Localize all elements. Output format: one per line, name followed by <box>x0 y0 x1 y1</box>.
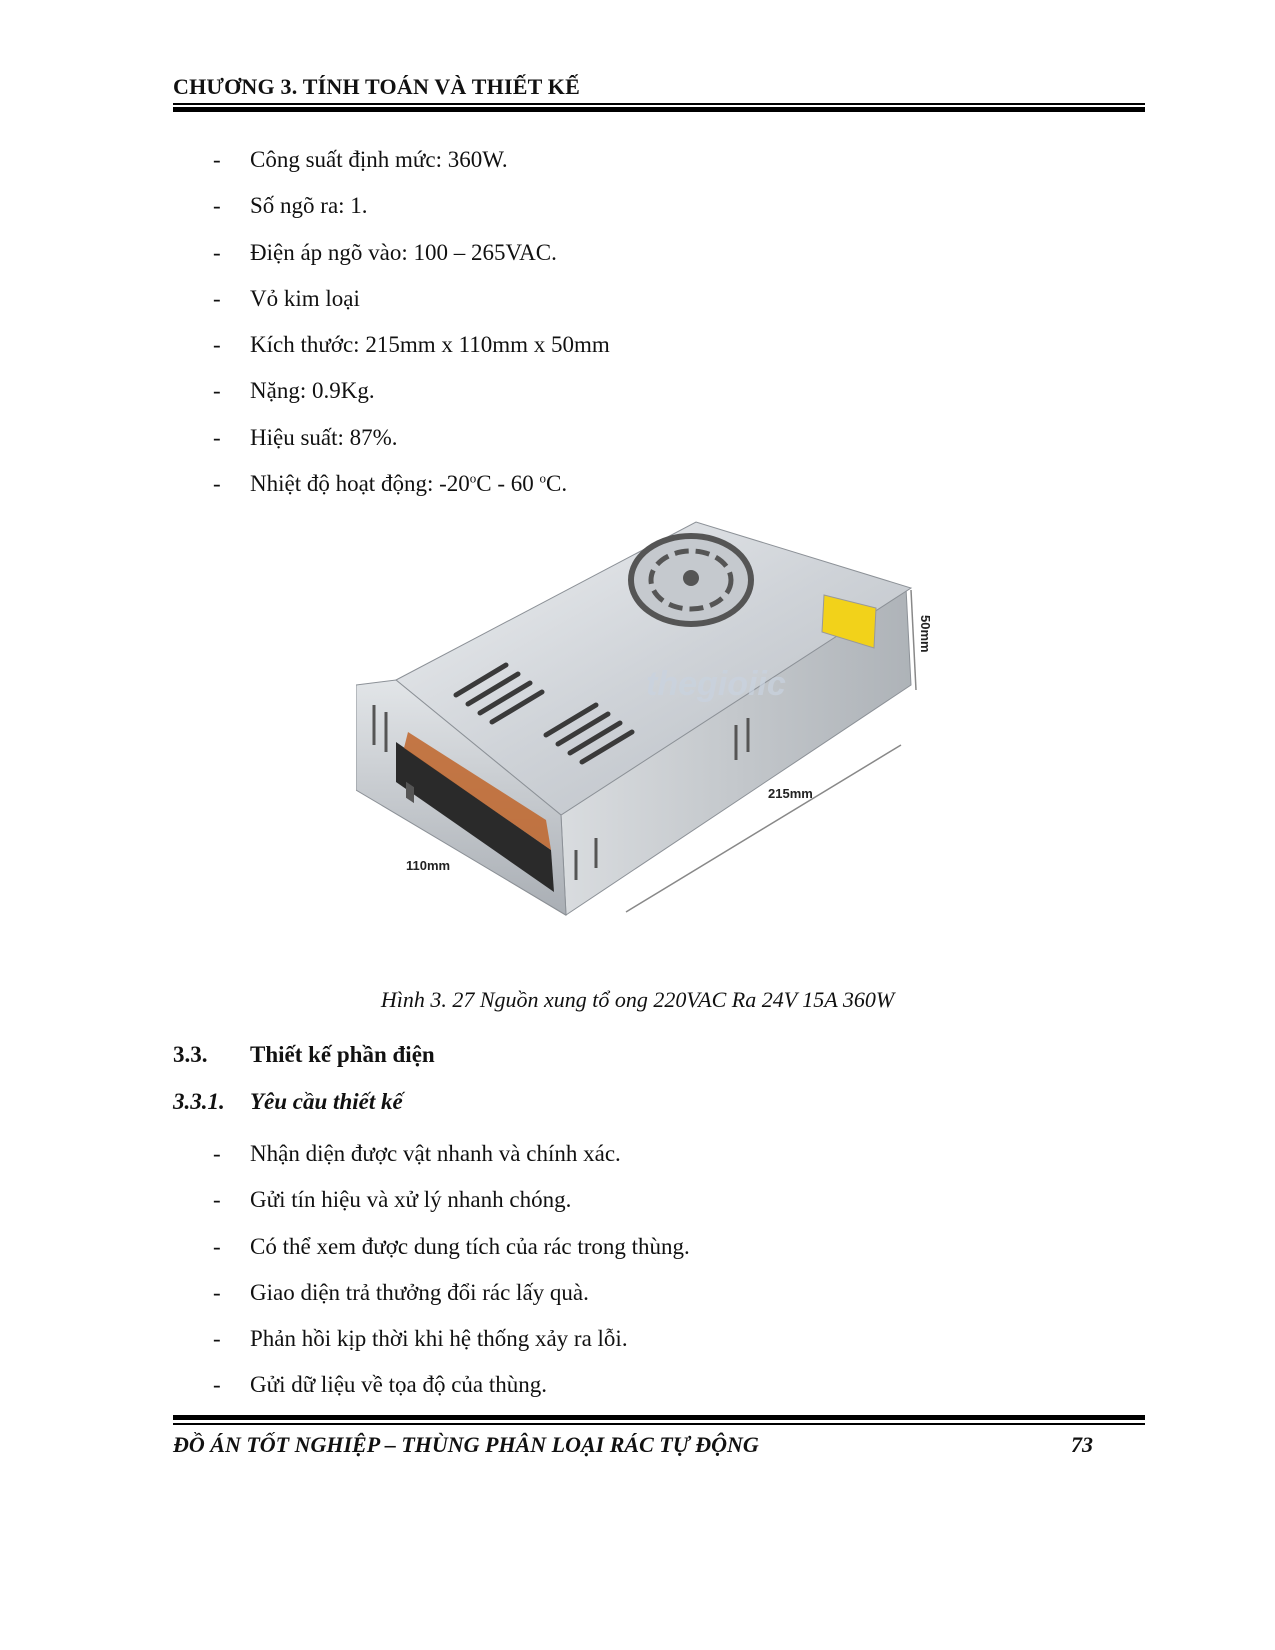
footer-rule-thick <box>173 1415 1145 1420</box>
subsection-title: Yêu cầu thiết kế <box>250 1089 403 1114</box>
dimension-width-label: 110mm <box>406 858 451 873</box>
figure-caption: Hình 3. 27 Nguồn xung tổ ong 220VAC Ra 24V 15A 360W <box>380 987 895 1012</box>
header-rule-thick <box>173 107 1145 112</box>
section-number: 3.3. <box>173 1042 208 1067</box>
chapter-header: CHƯƠNG 3. TÍNH TOÁN VÀ THIẾT KẾ <box>173 74 580 99</box>
footer-rule-thin <box>173 1423 1145 1425</box>
header-rule-thin <box>173 103 1145 105</box>
footer-title: ĐỒ ÁN TỐT NGHIỆP – THÙNG PHÂN LOẠI RÁC TỰ ĐỘNG <box>173 1432 759 1457</box>
dimension-height-label: 50mm <box>918 615 933 653</box>
power-supply-figure <box>356 520 956 960</box>
watermark-label: thegioiic <box>646 665 786 703</box>
section-title: Thiết kế phần điện <box>250 1042 435 1067</box>
subsection-number: 3.3.1. <box>173 1089 225 1114</box>
page-number: 73 <box>1071 1432 1093 1457</box>
power-supply-image <box>356 520 956 960</box>
dimension-length-label: 215mm <box>768 786 813 801</box>
